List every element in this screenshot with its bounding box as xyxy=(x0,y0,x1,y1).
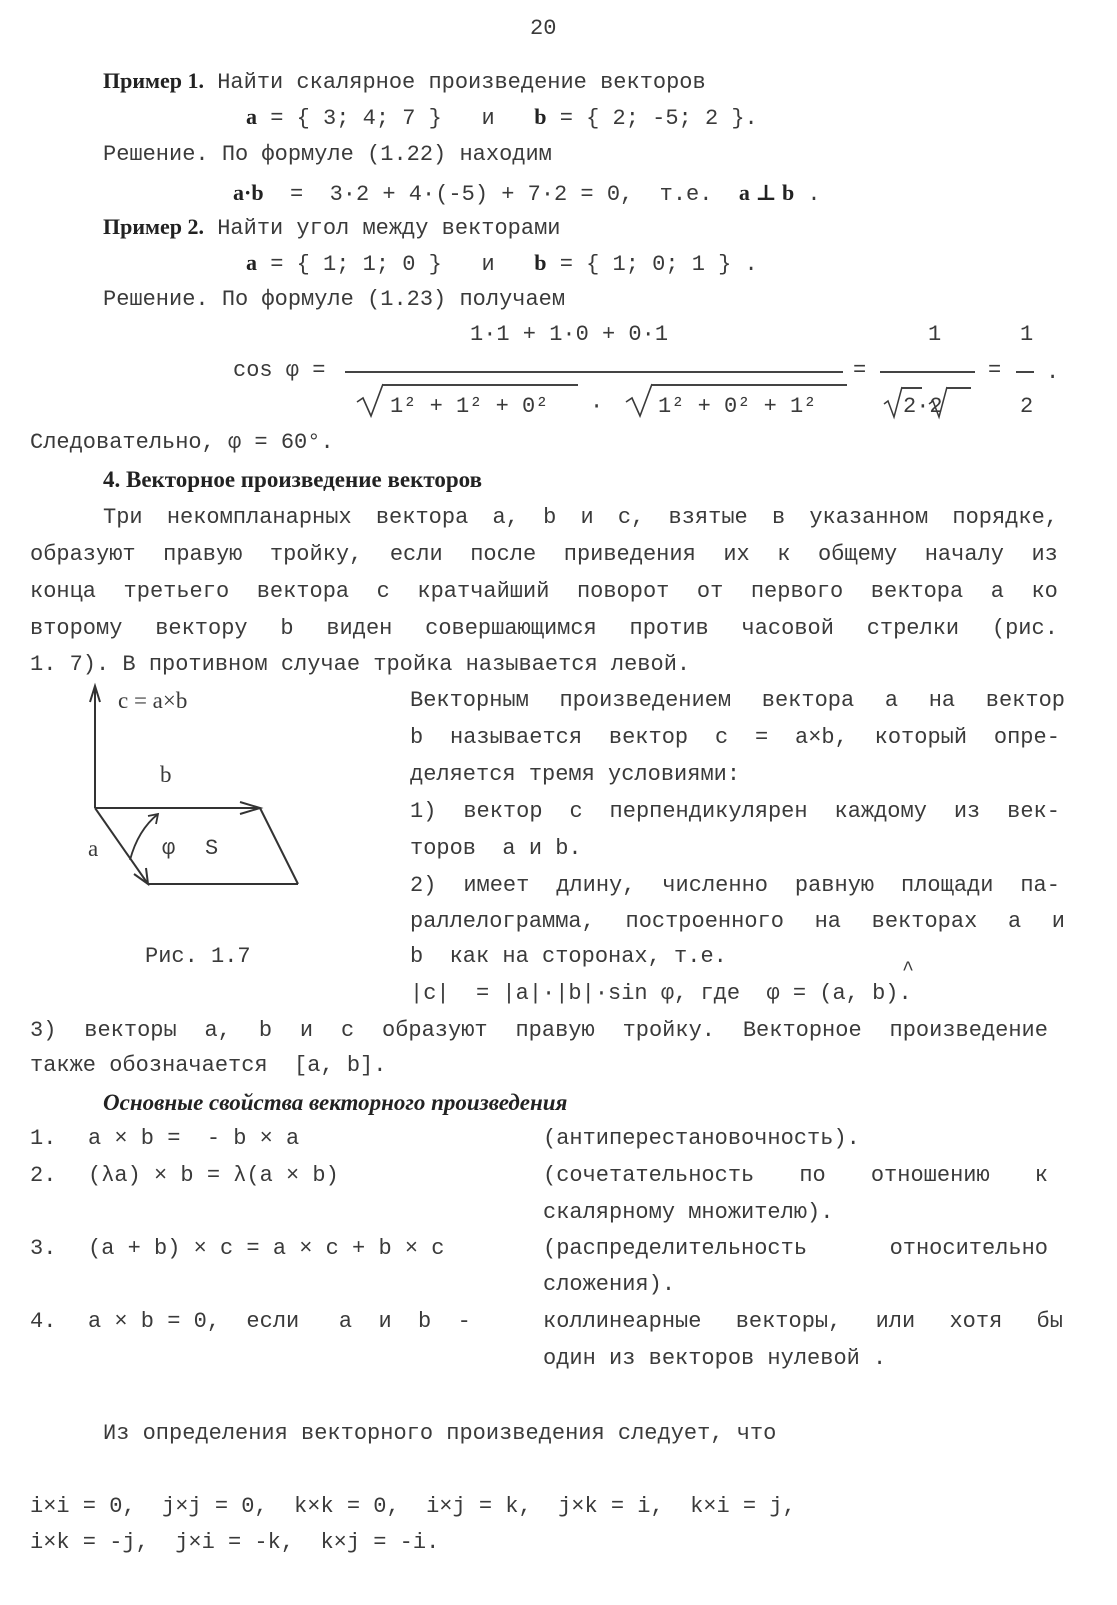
eq-sign: = xyxy=(853,358,867,383)
definition-line: раллелограмма, построенного на векторах a и xyxy=(410,909,1065,934)
paragraph-line: второму вектору b виден совершающимся против часовой стрелки (рис. xyxy=(30,616,1058,641)
sqrt-bar xyxy=(652,384,847,386)
property-desc: (сочетательность по отношению к xyxy=(543,1163,1048,1188)
definition-line: b как на сторонах, т.е. xyxy=(410,944,727,969)
paragraph-line: образуют правую тройку, если после приведения их к общему началу из xyxy=(30,542,1058,567)
definition-line: b называется вектор c = a×b, который опре- xyxy=(410,725,1060,750)
definition-line: деляется тремя условиями: xyxy=(410,762,741,787)
paragraph-line: конца третьего вектора c кратчайший поворот от первого вектора a ко xyxy=(30,579,1058,604)
example1-line xyxy=(103,68,706,96)
formula-lhs: cos φ = xyxy=(233,358,326,383)
figure-caption: Рис. 1.7 xyxy=(145,944,251,969)
properties-title: Основные свойства векторного произведения xyxy=(103,1090,568,1115)
sqrt-sign-icon xyxy=(355,380,385,420)
example1-solution: Решение. По формуле (1.22) находим xyxy=(103,142,552,167)
fraction-bar xyxy=(345,371,843,373)
sqrt-sign-icon xyxy=(624,380,654,420)
parallelogram-side xyxy=(260,808,298,884)
sqrt-bar xyxy=(947,387,971,389)
condition3-line: также обозначается [a, b]. xyxy=(30,1053,387,1078)
property-desc: (антиперестановочность). xyxy=(543,1126,860,1151)
vector-b-values: = { 1; 0; 1 } . xyxy=(559,252,758,277)
conclusion: Следовательно, φ = 60°. xyxy=(30,430,334,455)
property-desc: скалярному множителю). xyxy=(543,1200,834,1225)
definition-line: торов a и b. xyxy=(410,836,582,861)
property-number: 2. xyxy=(30,1163,57,1188)
property-number: 3. xyxy=(30,1236,57,1261)
condition3-line: 3) векторы a, b и c образуют правую тройку. Векторное произведение xyxy=(30,1018,1048,1043)
property-desc: коллинеарные векторы, или хотя бы xyxy=(543,1309,1063,1334)
sqrt-bar xyxy=(902,387,922,389)
and-word: и xyxy=(481,252,495,277)
figure-label-c: c = a×b xyxy=(118,688,188,713)
property-desc: сложения). xyxy=(543,1272,676,1297)
property-number: 4. xyxy=(30,1309,57,1334)
figure-label-s: S xyxy=(205,836,219,861)
fraction-bar xyxy=(880,371,975,373)
example1-calc xyxy=(233,180,821,208)
and-word: и xyxy=(481,106,495,131)
example2-line xyxy=(103,214,560,242)
property-desc: (распределительность относительно xyxy=(543,1236,1048,1261)
example1-task: Найти скалярное произведение векторов xyxy=(217,70,706,95)
property-formula: (a + b) × c = a × c + b × c xyxy=(88,1236,445,1261)
vector-a: a xyxy=(246,250,257,275)
vector-b: b xyxy=(534,104,547,129)
frac2-num: 1 xyxy=(928,322,942,347)
definition-line: 2) имеет длину, численно равную площади па- xyxy=(410,873,1060,898)
definition-line: Векторным произведением вектора a на вектор xyxy=(410,688,1065,713)
arrowhead-icon xyxy=(134,868,148,884)
example1-vectors xyxy=(246,104,758,132)
perpendicular-result: a ⊥ b xyxy=(738,180,795,205)
den-left: 1² + 1² + 0² xyxy=(390,394,549,419)
figure-label-phi: φ xyxy=(162,836,176,861)
formula-end: . xyxy=(1046,360,1060,385)
paragraph-line: Три некомпланарных вектора a, b и c, взятые в указанном порядке, xyxy=(103,505,1058,530)
paragraph-line: 1. 7). В противном случае тройка называется левой. xyxy=(30,652,691,677)
rotation-arc xyxy=(130,814,158,860)
vector-a-line xyxy=(95,808,148,884)
unit-vector-products: i×k = -j, j×i = -k, k×j = -i. xyxy=(30,1530,440,1555)
figure-cross-product-diagram xyxy=(70,680,330,910)
vector-b-values: = { 2; -5; 2 }. xyxy=(559,106,758,131)
figure-label-a: a xyxy=(88,836,99,861)
den-dot: · xyxy=(590,394,604,419)
sqrt-bar xyxy=(383,384,578,386)
example1-label: Пример 1. xyxy=(103,68,205,93)
follows-text: Из определения векторного произведения следует, что xyxy=(103,1421,777,1446)
dot-product-expr: = 3·2 + 4·(-5) + 7·2 = 0, т.е. xyxy=(289,182,713,207)
period: . xyxy=(807,182,821,207)
property-desc: один из векторов нулевой . xyxy=(543,1346,887,1371)
dot-product: a·b xyxy=(233,180,264,205)
frac2-den: 2·2 xyxy=(903,394,943,419)
page-number: 20 xyxy=(530,16,557,41)
example2-task: Найти угол между векторами xyxy=(217,216,561,241)
fraction-bar xyxy=(1016,371,1034,373)
example2-vectors xyxy=(246,250,758,278)
frac3-den: 2 xyxy=(1020,394,1034,419)
property-formula: a × b = - b × a xyxy=(88,1126,300,1151)
vector-a: a xyxy=(246,104,257,129)
vector-a-values: = { 3; 4; 7 } xyxy=(270,106,442,131)
eq-sign: = xyxy=(988,358,1002,383)
sqrt-sign-icon xyxy=(882,384,904,420)
figure-label-b: b xyxy=(160,762,172,787)
property-formula: a × b = 0, если a и b - xyxy=(88,1309,471,1334)
section-title: 4. Векторное произведение векторов xyxy=(103,467,482,492)
den-right: 1² + 0² + 1² xyxy=(658,394,817,419)
hat-icon: ^ xyxy=(902,959,915,982)
vector-b: b xyxy=(534,250,547,275)
definition-line: 1) вектор c перпендикулярен каждому из век- xyxy=(410,799,1060,824)
vector-a-values: = { 1; 1; 0 } xyxy=(270,252,442,277)
formula-numerator: 1·1 + 1·0 + 0·1 xyxy=(470,322,669,347)
property-formula: (λa) × b = λ(a × b) xyxy=(88,1163,339,1188)
property-number: 1. xyxy=(30,1126,57,1151)
example2-solution: Решение. По формуле (1.23) получаем xyxy=(103,287,566,312)
example2-label: Пример 2. xyxy=(103,214,205,239)
definition-line: |c| = |a|·|b|·sin φ, где φ = (a, b). xyxy=(410,981,912,1006)
unit-vector-products: i×i = 0, j×j = 0, k×k = 0, i×j = k, j×k = i, k×i = j, xyxy=(30,1494,796,1519)
frac3-num: 1 xyxy=(1020,322,1034,347)
